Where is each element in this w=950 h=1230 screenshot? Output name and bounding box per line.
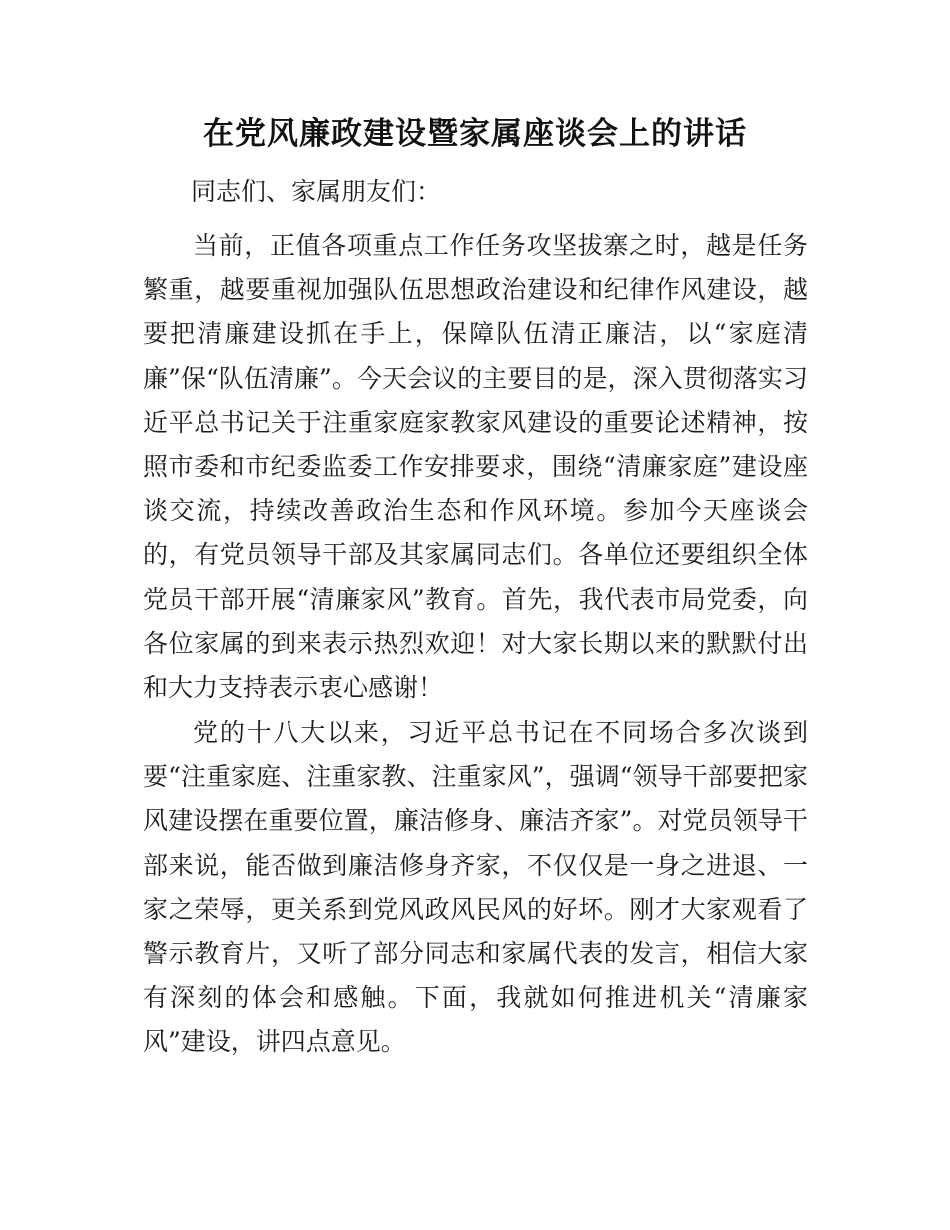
document-title: 在党风廉政建设暨家属座谈会上的讲话 [203,116,747,152]
body-paragraph-2: 党的十八大以来，习近平总书记在不同场合多次谈到要“注重家庭、注重家教、注重家风”，强调“领导干部要把家风建设摆在重要位置，廉洁修身、廉洁齐家”。对党员领导干部来说，能否做到廉洁修身齐家，不仅仅是一身之进退、一家之荣辱，更关系到党风政风民风的好坏。刚才大家观看了警示教育片，又听了部分同志和家属代表的发言，相信大家有深刻的体会和感触。下面，我就如何推进机关“清廉家风”建设，讲四点意见。 [143,718,808,1057]
salutation: 同志们、家属朋友们： [191,177,442,206]
body-paragraph-1: 当前，正值各项重点工作任务攻坚拔寨之时，越是任务繁重，越要重视加强队伍思想政治建设和纪律作风建设，越要把清廉建设抓在手上，保障队伍清正廉洁，以“家庭清廉”保“队伍清廉”。今天会议的主要目的是，深入贯彻落实习近平总书记关于注重家庭家教家风建设的重要论述精神，按照市委和市纪委监委工作安排要求，围绕“清廉家庭”建设座谈交流，持续改善政治生态和作风环境。参加今天座谈会的，有党员领导干部及其家属同志们。各单位还要组织全体党员干部开展“清廉家风”教育。首先，我代表市局党委，向各位家属的到来表示热烈欢迎！对大家长期以来的默默付出和大力支持表示衷心感谢！ [143,231,808,703]
